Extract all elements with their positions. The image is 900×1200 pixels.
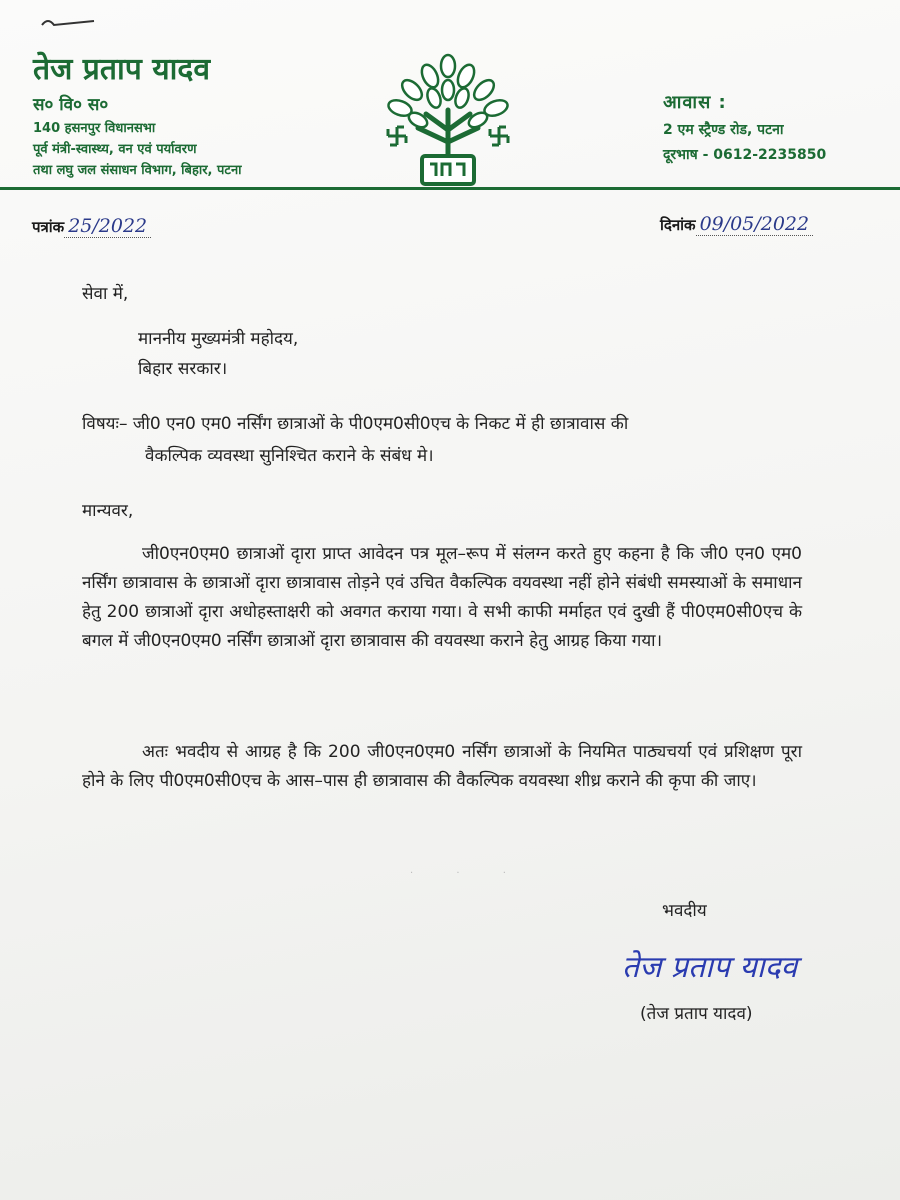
party-emblem-icon xyxy=(378,50,518,190)
faint-marks: · · · xyxy=(410,868,526,879)
recipient-line-1: माननीय मुख्यमंत्री महोदय, xyxy=(138,329,299,349)
reference-value: 25/2022 xyxy=(64,215,151,238)
date-value: 09/05/2022 xyxy=(696,213,814,236)
letter-date xyxy=(660,213,813,235)
signatory-name: (तेज प्रताप यादव) xyxy=(640,1004,753,1024)
date-label: दिनांक xyxy=(660,216,696,234)
subject xyxy=(82,410,822,439)
sender-constituency: 140 हसनपुर विधानसभा xyxy=(33,121,156,136)
subject-line-2: वैकल्पिक व्यवस्था सुनिश्चित कराने के संबंध मे। xyxy=(145,446,434,466)
residence-title: आवास : xyxy=(663,92,727,113)
letterhead-residence xyxy=(663,90,826,164)
residence-phone: दूरभाष - 0612-2235850 xyxy=(663,147,827,163)
subject-line-1: जी0 एन0 एम0 नर्सिंग छात्राओं के पी0एम0सी0एच के निकट में ही छात्रावास की xyxy=(132,414,629,434)
letterhead-divider xyxy=(0,187,900,190)
greeting: मान्यवर, xyxy=(82,501,134,521)
paragraph-1: जी0एन0एम0 छात्राओं दृारा प्राप्त आवेदन पत्र मूल–रूप में संलग्न करते हुए कहना है कि जी0 एन0 एम0 नर्सिंग छात्रावास के छात्राओं दृारा छात्रावास तोड़ने एवं उचित वैकल्पिक वयवस्था नहीं होने संबंधी समस्याओं के समाधान हेतु 200 छात्राओं दृारा अधोहस्ताक्षरी को अवगत कराया गया। वे सभी काफी मर्माहत एवं दुखी हैं पी0एम0सी0एच के बगल में जी0एन0एम0 नर्सिंग छात्राओं दृारा छात्रावास की वयवस्था कराने हेतु आग्रह किया गया। xyxy=(82,544,802,651)
reference-label: पत्रांक xyxy=(32,218,65,236)
letterhead-sender xyxy=(33,52,242,178)
closing: भवदीय xyxy=(662,901,707,921)
sender-former-post-cont: तथा लघु जल संसाधन विभाग, बिहार, पटना xyxy=(33,163,242,178)
sender-degree: स० वि० स० xyxy=(33,95,109,115)
reference-number xyxy=(32,215,151,237)
recipient-line-2: बिहार सरकार। xyxy=(138,359,228,379)
corner-mark-icon xyxy=(38,15,98,31)
handwritten-signature: तेज प्रताप यादव xyxy=(622,950,798,985)
sender-former-post: पूर्व मंत्री-स्वास्थ्य, वन एवं पर्यावरण xyxy=(33,142,197,157)
subject-label: विषयः– xyxy=(82,414,128,434)
salutation-to: सेवा में, xyxy=(82,284,129,304)
residence-address: 2 एम स्ट्रैण्ड रोड, पटना xyxy=(663,122,784,138)
sender-name: तेज प्रताप यादव xyxy=(33,52,211,87)
paragraph-2: अतः भवदीय से आग्रह है कि 200 जी0एन0एम0 नर्सिंग छात्राओं के नियमित पाठ्यचर्या एवं प्रशिक्षण पूरा होने के लिए पी0एम0सी0एच के आस–पास ही छात्रावास की वैकल्पिक वयवस्था शीध्र कराने की कृपा की जाए। xyxy=(82,742,802,791)
